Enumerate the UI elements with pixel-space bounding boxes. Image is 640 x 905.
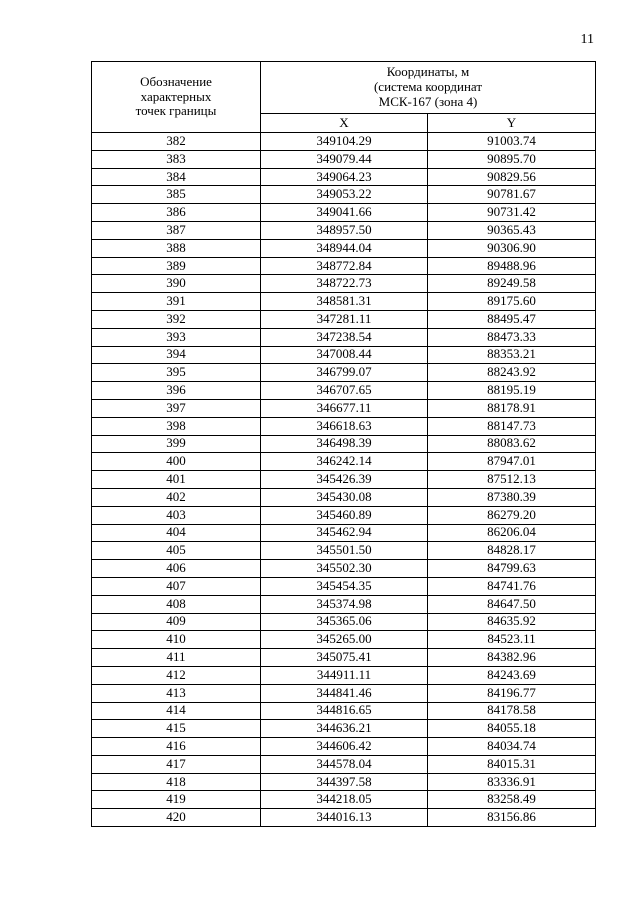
x-coord-cell: 345462.94 [261, 524, 428, 542]
x-coord-cell: 345460.89 [261, 506, 428, 524]
table-row [92, 275, 596, 293]
x-coord-cell: 345502.30 [261, 560, 428, 578]
table-row [92, 435, 596, 453]
table-row [92, 293, 596, 311]
y-coord-cell: 84647.50 [428, 595, 596, 613]
x-coord-cell: 348581.31 [261, 293, 428, 311]
table-row [92, 773, 596, 791]
point-id-cell: 383 [92, 150, 261, 168]
point-id-cell: 407 [92, 577, 261, 595]
x-coord-cell: 344841.46 [261, 684, 428, 702]
x-coord-cell: 346707.65 [261, 382, 428, 400]
point-id-cell: 412 [92, 666, 261, 684]
point-id-cell: 397 [92, 399, 261, 417]
y-coord-cell: 89175.60 [428, 293, 596, 311]
page-number: 11 [580, 32, 594, 47]
y-column-header: Y [428, 114, 596, 133]
y-coord-cell: 83336.91 [428, 773, 596, 791]
y-coord-cell: 88195.19 [428, 382, 596, 400]
table-row [92, 150, 596, 168]
x-coord-cell: 344911.11 [261, 666, 428, 684]
table-row [92, 809, 596, 827]
table-row [92, 186, 596, 204]
x-coord-cell: 344218.05 [261, 791, 428, 809]
point-id-cell: 399 [92, 435, 261, 453]
point-id-cell: 413 [92, 684, 261, 702]
table-row [92, 257, 596, 275]
table-row [92, 328, 596, 346]
table-row [92, 560, 596, 578]
point-id-cell: 384 [92, 168, 261, 186]
table-row [92, 542, 596, 560]
x-coord-cell: 345365.06 [261, 613, 428, 631]
x-coord-cell: 344606.42 [261, 738, 428, 756]
x-coord-cell: 344016.13 [261, 809, 428, 827]
table-row [92, 613, 596, 631]
point-id-cell: 403 [92, 506, 261, 524]
table-row [92, 453, 596, 471]
y-coord-cell: 90781.67 [428, 186, 596, 204]
x-coord-cell: 346242.14 [261, 453, 428, 471]
table-row [92, 417, 596, 435]
y-coord-cell: 84828.17 [428, 542, 596, 560]
y-coord-cell: 87380.39 [428, 488, 596, 506]
x-coord-cell: 345501.50 [261, 542, 428, 560]
point-id-cell: 406 [92, 560, 261, 578]
table-row [92, 577, 596, 595]
table-row [92, 702, 596, 720]
point-id-cell: 414 [92, 702, 261, 720]
x-coord-cell: 349041.66 [261, 204, 428, 222]
x-coord-cell: 345430.08 [261, 488, 428, 506]
table-row [92, 506, 596, 524]
point-designation-header [92, 62, 261, 133]
table-row [92, 791, 596, 809]
x-coord-cell: 344816.65 [261, 702, 428, 720]
point-id-cell: 395 [92, 364, 261, 382]
point-id-cell: 396 [92, 382, 261, 400]
point-header-line-3: точек границы [135, 103, 217, 119]
point-id-cell: 385 [92, 186, 261, 204]
y-coord-cell: 84243.69 [428, 666, 596, 684]
point-id-cell: 401 [92, 471, 261, 489]
table-row [92, 310, 596, 328]
point-id-cell: 420 [92, 809, 261, 827]
point-id-cell: 390 [92, 275, 261, 293]
y-coord-cell: 90895.70 [428, 150, 596, 168]
y-coord-cell: 86206.04 [428, 524, 596, 542]
x-coord-cell: 344578.04 [261, 755, 428, 773]
x-coord-cell: 346498.39 [261, 435, 428, 453]
table-row [92, 346, 596, 364]
point-id-cell: 398 [92, 417, 261, 435]
table-row [92, 399, 596, 417]
table-row [92, 221, 596, 239]
coordinates-table [91, 61, 596, 827]
table-row [92, 471, 596, 489]
x-coord-cell: 346677.11 [261, 399, 428, 417]
point-id-cell: 418 [92, 773, 261, 791]
x-coord-cell: 349079.44 [261, 150, 428, 168]
point-id-cell: 405 [92, 542, 261, 560]
point-id-cell: 416 [92, 738, 261, 756]
x-coord-cell: 348772.84 [261, 257, 428, 275]
x-coord-cell: 346618.63 [261, 417, 428, 435]
coordinates-header [261, 62, 596, 114]
x-coord-cell: 349053.22 [261, 186, 428, 204]
table-body [92, 133, 596, 827]
point-id-cell: 402 [92, 488, 261, 506]
x-coord-cell: 345265.00 [261, 631, 428, 649]
y-coord-cell: 83258.49 [428, 791, 596, 809]
table-row [92, 595, 596, 613]
x-coord-cell: 345454.35 [261, 577, 428, 595]
point-id-cell: 391 [92, 293, 261, 311]
point-header-line-1: Обозначение [140, 73, 212, 89]
x-coord-cell: 347238.54 [261, 328, 428, 346]
y-coord-cell: 84178.58 [428, 702, 596, 720]
y-coord-cell: 83156.86 [428, 809, 596, 827]
point-id-cell: 410 [92, 631, 261, 649]
point-id-cell: 382 [92, 133, 261, 151]
y-coord-cell: 84015.31 [428, 755, 596, 773]
point-id-cell: 411 [92, 649, 261, 667]
y-coord-cell: 86279.20 [428, 506, 596, 524]
y-coord-cell: 87512.13 [428, 471, 596, 489]
y-coord-cell: 90829.56 [428, 168, 596, 186]
table-row [92, 168, 596, 186]
y-coord-cell: 88147.73 [428, 417, 596, 435]
coords-header-line-1: Координаты, м [386, 64, 470, 80]
table-row [92, 382, 596, 400]
point-id-cell: 393 [92, 328, 261, 346]
y-coord-cell: 84635.92 [428, 613, 596, 631]
point-id-cell: 415 [92, 720, 261, 738]
coords-header-line-3: МСК-167 (зона 4) [378, 94, 478, 110]
y-coord-cell: 84055.18 [428, 720, 596, 738]
point-id-cell: 392 [92, 310, 261, 328]
table-row [92, 684, 596, 702]
table-row [92, 720, 596, 738]
y-coord-cell: 84034.74 [428, 738, 596, 756]
x-coord-cell: 347008.44 [261, 346, 428, 364]
y-coord-cell: 84523.11 [428, 631, 596, 649]
point-id-cell: 388 [92, 239, 261, 257]
y-coord-cell: 84196.77 [428, 684, 596, 702]
y-coord-cell: 89249.58 [428, 275, 596, 293]
point-id-cell: 387 [92, 221, 261, 239]
table-row [92, 133, 596, 151]
y-coord-cell: 87947.01 [428, 453, 596, 471]
table-row [92, 488, 596, 506]
point-id-cell: 417 [92, 755, 261, 773]
y-coord-cell: 90731.42 [428, 204, 596, 222]
table-row [92, 649, 596, 667]
y-coord-cell: 88243.92 [428, 364, 596, 382]
x-coord-cell: 348957.50 [261, 221, 428, 239]
y-coord-cell: 90306.90 [428, 239, 596, 257]
point-id-cell: 419 [92, 791, 261, 809]
x-coord-cell: 347281.11 [261, 310, 428, 328]
point-header-line-2: характерных [140, 88, 212, 104]
x-coord-cell: 345374.98 [261, 595, 428, 613]
table-row [92, 204, 596, 222]
point-id-cell: 408 [92, 595, 261, 613]
table-row [92, 631, 596, 649]
x-coord-cell: 348722.73 [261, 275, 428, 293]
coords-header-line-2: (система координат [373, 79, 483, 95]
y-coord-cell: 88473.33 [428, 328, 596, 346]
point-id-cell: 404 [92, 524, 261, 542]
table-row [92, 239, 596, 257]
y-coord-cell: 88495.47 [428, 310, 596, 328]
y-coord-cell: 88178.91 [428, 399, 596, 417]
point-id-cell: 394 [92, 346, 261, 364]
x-coord-cell: 345075.41 [261, 649, 428, 667]
point-id-cell: 400 [92, 453, 261, 471]
y-coord-cell: 84382.96 [428, 649, 596, 667]
table-row [92, 524, 596, 542]
table-row [92, 738, 596, 756]
x-coord-cell: 346799.07 [261, 364, 428, 382]
y-coord-cell: 90365.43 [428, 221, 596, 239]
x-coord-cell: 349104.29 [261, 133, 428, 151]
x-coord-cell: 348944.04 [261, 239, 428, 257]
y-coord-cell: 89488.96 [428, 257, 596, 275]
table-row [92, 364, 596, 382]
y-coord-cell: 84799.63 [428, 560, 596, 578]
x-coord-cell: 349064.23 [261, 168, 428, 186]
point-id-cell: 386 [92, 204, 261, 222]
x-column-header: X [261, 114, 428, 133]
x-coord-cell: 344397.58 [261, 773, 428, 791]
y-coord-cell: 84741.76 [428, 577, 596, 595]
y-coord-cell: 91003.74 [428, 133, 596, 151]
table-row [92, 666, 596, 684]
y-coord-cell: 88083.62 [428, 435, 596, 453]
y-coord-cell: 88353.21 [428, 346, 596, 364]
x-coord-cell: 345426.39 [261, 471, 428, 489]
point-id-cell: 409 [92, 613, 261, 631]
point-id-cell: 389 [92, 257, 261, 275]
table-row [92, 755, 596, 773]
x-coord-cell: 344636.21 [261, 720, 428, 738]
